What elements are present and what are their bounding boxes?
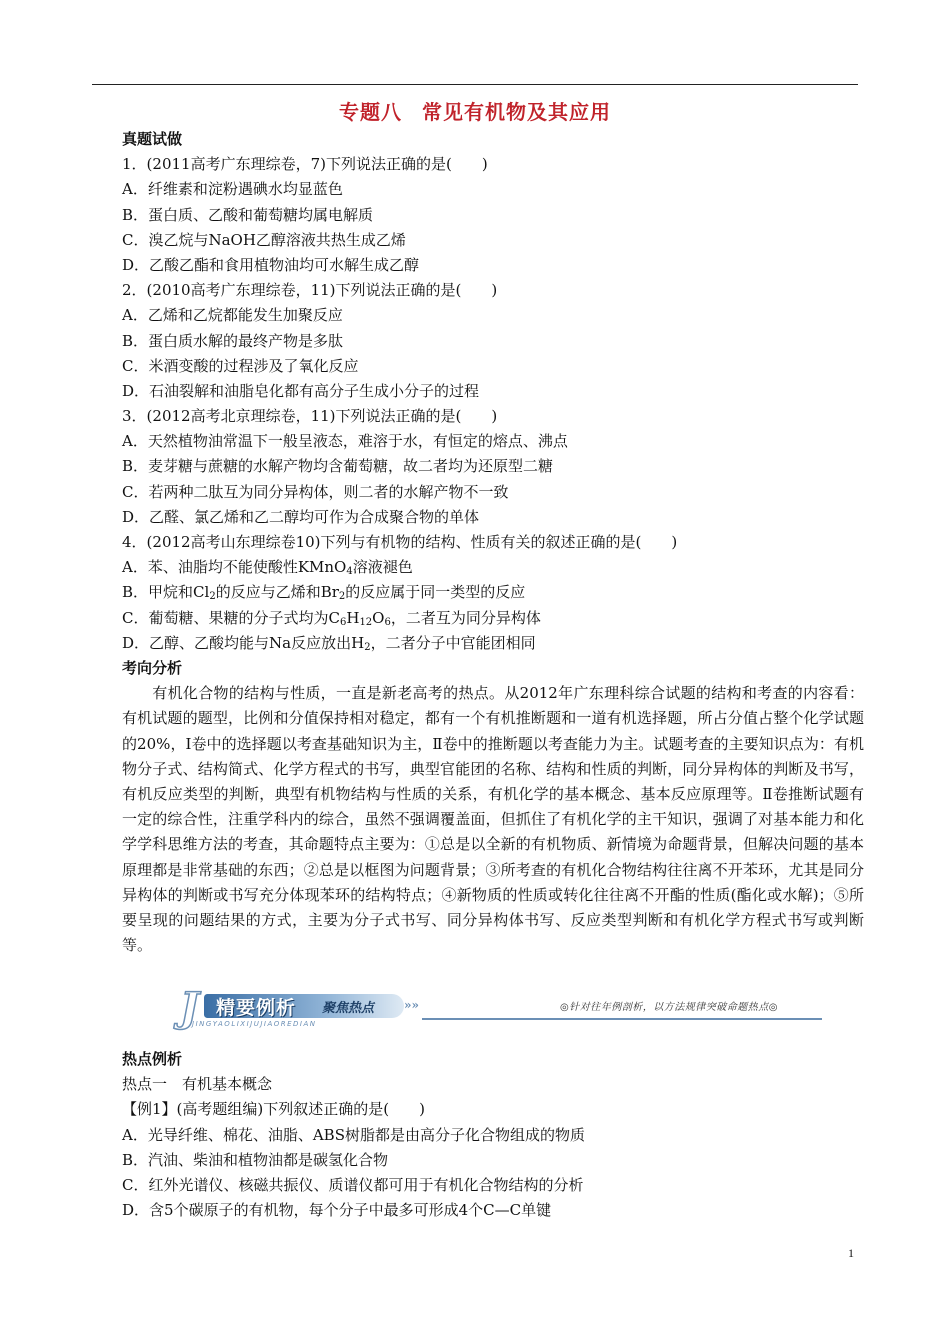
main-content [122,127,862,958]
q3-stem: 3．(2012高考北京理综卷，11)下列说法正确的是( ) [122,407,498,426]
q4-stem: 4．(2012高考山东理综卷10)下列与有机物的结构、性质有关的叙述正确的是( ) [122,533,678,551]
banner-slogan: ◎针对往年例剖析，以方法规律突破命题热点◎ [560,1002,778,1013]
section-heading-analysis: 考向分析 [122,658,183,677]
title-part1: 专题八 [339,100,402,124]
hot-content [122,1047,862,1223]
section-heading-hot: 热点例析 [122,1050,183,1068]
top-rule [92,84,858,85]
q1-option-b: B．蛋白质、乙酸和葡萄糖均属电解质 [122,205,374,224]
q4-option-b: B．甲烷和$Cl_2$的反应与乙烯和$Br_2$的反应属于同一类型的反应 [122,583,526,603]
page-title [0,96,950,125]
q1-stem: 1．(2011高考广东理综卷，7)下列说法正确的是( ) [122,155,488,174]
banner-sub-title: 聚焦热点 [322,1001,375,1016]
title-part2: 常见有机物及其应用 [422,100,611,124]
banner-pinyin: JINGYAOLIXIJUJIAOREDIAN [192,1020,317,1028]
q4-option-d: D．乙醇、乙酸均能与Na反应放出$H_2$，二者分子中官能团相同 [122,633,536,653]
analysis-paragraph: 有机化合物的结构与性质，一直是新老高考的热点。从2012年广东理科综合试题的结构和考查的内容看：有机试题的题型，比例和分值保持相对稳定，都有一个有机推断题和一道有机选择题，所占分值占整个化学试题的20%，Ⅰ卷中的选择题以考查基础知识为主，Ⅱ卷中的推断题以考查能力为主。试题考查的主要知识点为：有机物分子式、结构简式、化学方程式的书写，典型官能团的名称、结构和性质的判断，同分异构体的判断及书写，有机反应类型的判断，典型有机物结构与性质的关系，有机化学的基本概念、基本反应原理等。Ⅱ卷推断试题有一定的综合性，注重学科内的综合，虽然不强调覆盖面，但抓住了有机化学的主干知识，强调了对基本能力和化学学科思维方法的考查，其命题特点主要为：①总是以全新的有机物质、新情境为命题背景，但解决问题的基本原理都是非常基础的东西；②总是以框图为问题背景；③所考查的有机化合物结构往往离不开苯环，尤其是同分异构体的判断或书写充分体现苯环的结构特点；④新物质的性质或转化往往离不开酯的性质(酯化或水解)；⑤所要呈现的问题结果的方式，主要为分子式书写、同分异构体书写、反应类型判断和有机化学方程式书写或判断等。 [122,684,864,955]
q2-option-a: A．乙烯和乙烷都能发生加聚反应 [122,306,343,325]
q1-option-a: A．纤维素和淀粉遇碘水均显蓝色 [122,180,343,199]
q3-option-c: C．若两种二肽互为同分异构体，则二者的水解产物不一致 [122,482,509,501]
section-banner [172,986,822,1036]
q2-option-c: C．米酒变酸的过程涉及了氧化反应 [122,356,359,375]
double-arrow-icon: »» [404,998,419,1012]
q1-option-d: D．乙酸乙酯和食用植物油均可水解生成乙醇 [122,255,420,274]
q3-option-d: D．乙醛、氯乙烯和乙二醇均可作为合成聚合物的单体 [122,507,480,526]
ex1-option-d: D．含5个碳原子的有机物，每个分子中最多可形成4个C—C单键 [122,1201,552,1220]
q1-option-c: C．溴乙烷与NaOH乙醇溶液共热生成乙烯 [122,230,406,249]
q2-stem: 2．(2010高考广东理综卷，11)下列说法正确的是( ) [122,281,498,300]
q2-option-b: B．蛋白质水解的最终产物是多肽 [122,331,344,350]
hot1-title: 热点一 有机基本概念 [122,1075,273,1094]
ex1-option-b: B．汽油、柴油和植物油都是碳氢化合物 [122,1150,389,1169]
q3-option-a: A．天然植物油常温下一般呈液态，难溶于水，有恒定的熔点、沸点 [122,432,568,451]
q3-option-b: B．麦芽糖与蔗糖的水解产物均含葡萄糖，故二者均为还原型二糖 [122,457,554,476]
page-number: 1 [848,1246,854,1260]
ex1-option-c: C．红外光谱仪、核磁共振仪、质谱仪都可用于有机化合物结构的分析 [122,1175,584,1194]
q4-option-c: C．葡萄糖、果糖的分子式均为$C_6H_{12}O_6$，二者互为同分异构体 [122,608,541,628]
ex1-stem: 【例1】(高考题组编)下列叙述正确的是( ) [122,1100,425,1119]
section-heading-real: 真题试做 [122,130,183,148]
q2-option-d: D．石油裂解和油脂皂化都有高分子生成小分子的过程 [122,381,480,400]
q4-option-a: A．苯、油脂均不能使酸性KMnO$_4$溶液褪色 [122,558,413,578]
ex1-option-a: A．光导纤维、棉花、油脂、ABS树脂都是由高分子化合物组成的物质 [122,1125,585,1144]
banner-rule [422,1018,822,1020]
banner-letter-icon: J [180,984,199,1031]
banner-main-title: 精要例析 [216,997,297,1019]
